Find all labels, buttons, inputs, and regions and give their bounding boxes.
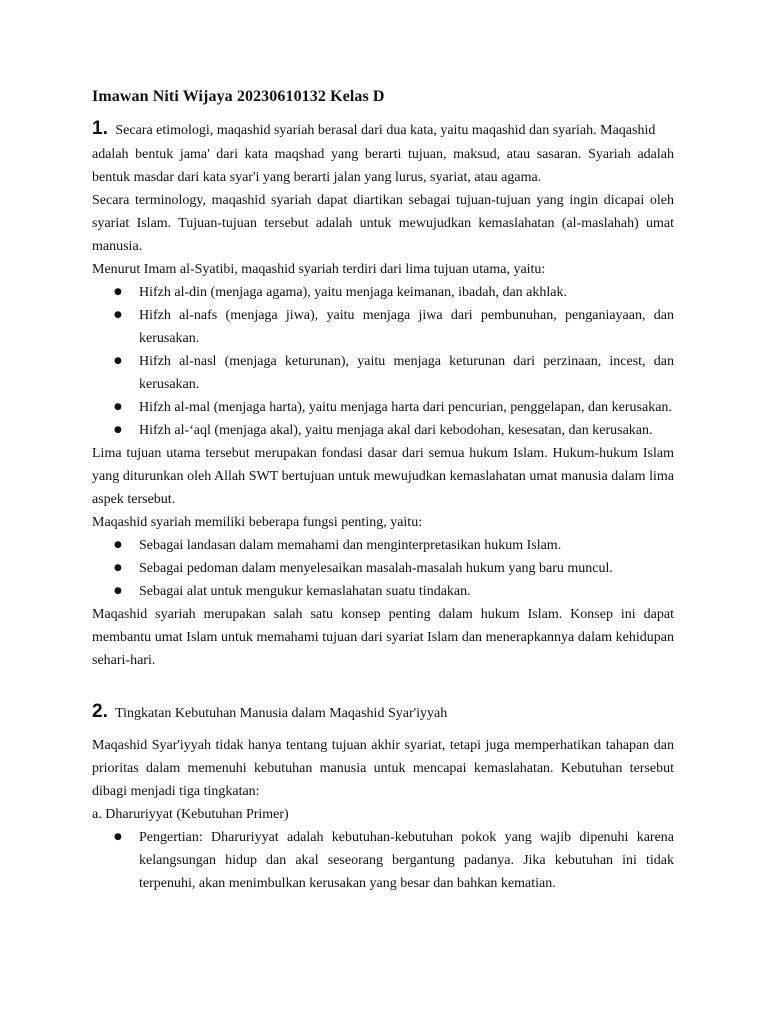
q1-first-line-text: Secara etimologi, maqashid syariah berasal dari dua kata, yaitu maqashid dan syariah. Maqashid — [115, 123, 656, 138]
bullet-icon: ● — [114, 586, 122, 596]
list-item-text: Sebagai pedoman dalam menyelesaikan masalah-masalah hukum yang baru muncul. — [139, 561, 613, 576]
bullet-icon: ● — [114, 356, 122, 366]
bullet-icon: ● — [114, 287, 122, 297]
list-item-text: Pengertian: Dharuriyyat adalah kebutuhan-kebutuhan pokok yang wajib dipenuhi karena kelangsungan hidup dan akal seseorang bergantung padanya. Jika kebutuhan ini tidak terpenuhi, akan menimbulkan kerusakan yang besar dan bahkan kematian. — [139, 830, 674, 891]
bullet-icon: ● — [114, 310, 122, 320]
q1-paragraph-4: Lima tujuan utama tersebut merupakan fondasi dasar dari semua hukum Islam. Hukum-hukum Islam yang diturunkan oleh Allah SWT bertujuan untuk mewujudkan kemaslahatan umat manusia dalam lima aspek tersebut. — [92, 446, 674, 507]
bullet-icon: ● — [114, 425, 122, 435]
list-item-text: Hifzh al-‘aql (menjaga akal), yaitu menjaga akal dari kebodohan, kesesatan, dan kerusakan. — [139, 423, 653, 438]
sub-a-list — [92, 826, 674, 895]
list-item — [92, 534, 674, 557]
list-item — [92, 396, 674, 419]
q2-sub-a: a. Dharuriyyat (Kebutuhan Primer) — [92, 807, 289, 822]
section-gap — [92, 672, 674, 695]
q2-title: Tingkatan Kebutuhan Manusia dalam Maqashid Syar'iyyah — [115, 706, 448, 721]
list-item-text: Sebagai alat untuk mengukur kemaslahatan suatu tindakan. — [139, 584, 471, 599]
list-item — [92, 580, 674, 603]
q1-paragraph-6: Maqashid syariah merupakan salah satu konsep penting dalam hukum Islam. Konsep ini dapat membantu umat Islam untuk memahami tujuan dari syariat Islam dan menerapkannya dalam kehidupan sehari-hari. — [92, 607, 674, 668]
list-item — [92, 281, 674, 304]
q2-paragraph-1: Maqashid Syar'iyyah tidak hanya tentang tujuan akhir syariat, tetapi juga memperhatikan tahapan dan prioritas dalam memenuhi kebutuhan manusia untuk mencapai kemaslahatan. Kebutuhan tersebut dibagi menjadi tiga tingkatan: — [92, 738, 674, 799]
q2-heading — [92, 695, 674, 731]
q1-paragraph-2: Secara terminology, maqashid syariah dapat diartikan sebagai tujuan-tujuan yang ingin dicapai oleh syariat Islam. Tujuan-tujuan tersebut adalah untuk mewujudkan kemaslahatan (al-maslahah) umat manusia. — [92, 193, 674, 254]
document-header: Imawan Niti Wijaya 20230610132 Kelas D — [92, 88, 385, 105]
bullet-icon: ● — [114, 832, 122, 842]
q1-number: 1. — [92, 118, 108, 139]
q2-number: 2. — [92, 701, 108, 722]
list-item — [92, 419, 674, 442]
list-item — [92, 826, 674, 895]
bullet-icon: ● — [114, 563, 122, 573]
list-item-text: Hifzh al-din (menjaga agama), yaitu menjaga keimanan, ibadah, dan akhlak. — [139, 285, 567, 300]
q1-paragraph-3: Menurut Imam al-Syatibi, maqashid syariah terdiri dari lima tujuan utama, yaitu: — [92, 262, 546, 277]
bullet-icon: ● — [114, 540, 122, 550]
list-item — [92, 557, 674, 580]
list-item-text: Hifzh al-mal (menjaga harta), yaitu menjaga harta dari pencurian, penggelapan, dan kerusakan. — [139, 400, 672, 415]
bullet-icon: ● — [114, 402, 122, 412]
list-item-text: Sebagai landasan dalam memahami dan menginterpretasikan hukum Islam. — [139, 538, 562, 553]
goals-list — [92, 281, 674, 442]
list-item-text: Hifzh al-nafs (menjaga jiwa), yaitu menjaga jiwa dari pembunuhan, penganiayaan, dan kerusakan. — [139, 308, 674, 346]
list-item — [92, 350, 674, 396]
list-item-text: Hifzh al-nasl (menjaga keturunan), yaitu menjaga keturunan dari perzinaan, incest, dan kerusakan. — [139, 354, 674, 392]
list-item — [92, 304, 674, 350]
q1-paragraph-5: Maqashid syariah memiliki beberapa fungsi penting, yaitu: — [92, 515, 423, 530]
q1-paragraph-1: adalah bentuk jama' dari kata maqshad yang berarti tujuan, maksud, atau sasaran. Syariah adalah bentuk masdar dari kata syar'i yang berarti jalan yang lurus, syariat, atau agama. — [92, 147, 674, 185]
document-page — [92, 84, 674, 895]
functions-list — [92, 534, 674, 603]
